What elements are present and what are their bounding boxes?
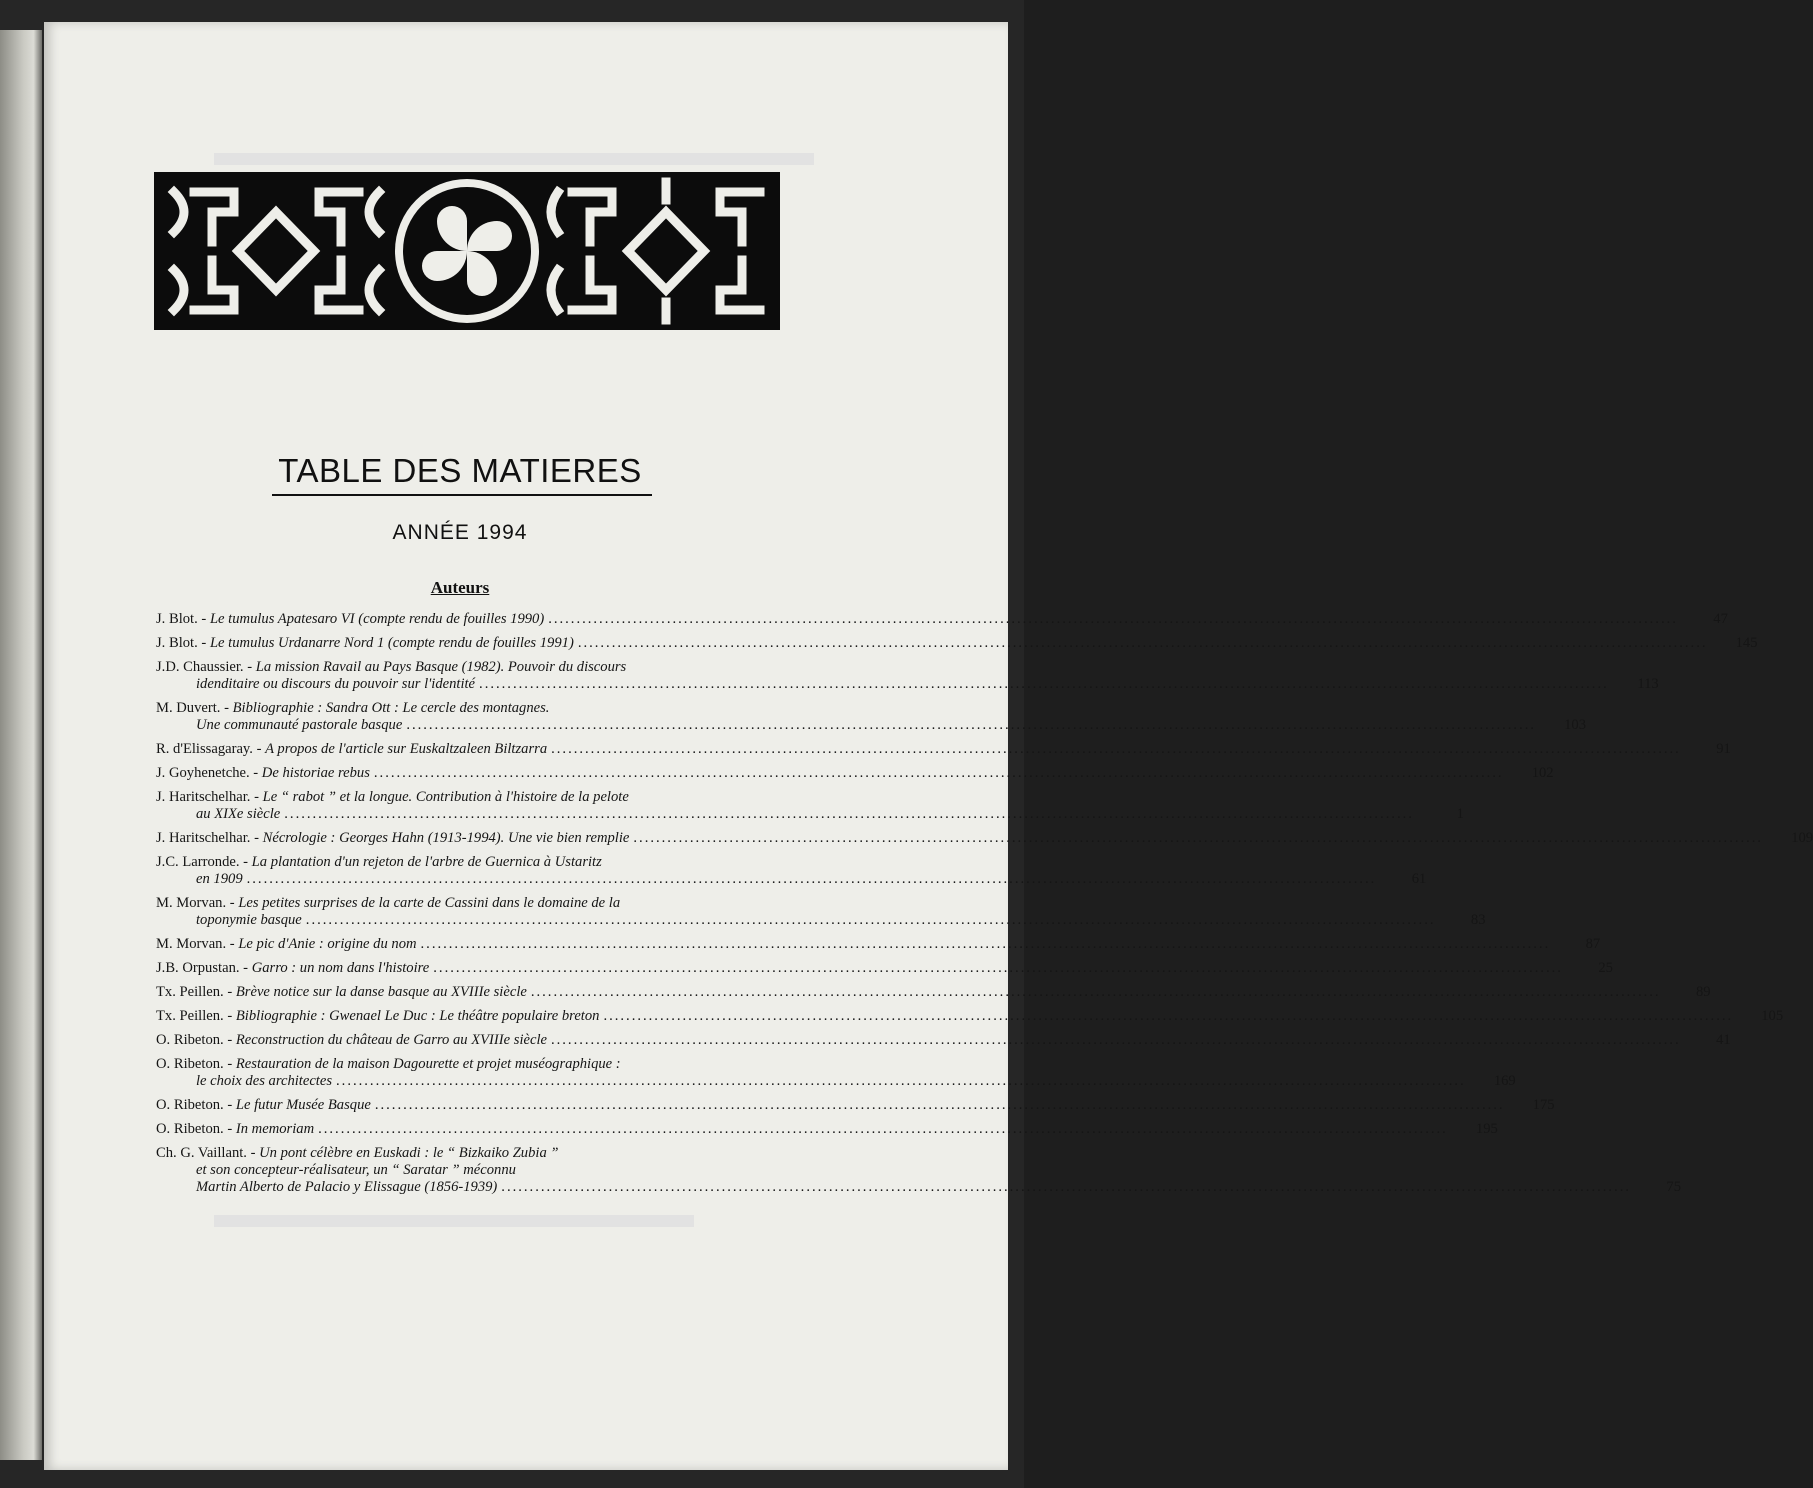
toc-title: A propos de l'article sur Euskaltzaleen Biltzarra: [265, 741, 548, 757]
toc-author: R. d'Elissagaray.: [156, 741, 253, 757]
toc-entry-text: [156, 1032, 1683, 1049]
toc-entry-text: [156, 854, 1378, 888]
toc-separator: -: [246, 1145, 260, 1161]
toc-entry: [156, 659, 1659, 693]
toc-entry-line: [156, 700, 1538, 717]
toc-entry: [156, 789, 1464, 823]
toc-entry-line: [156, 1032, 1683, 1049]
toc-page-number: 145: [1735, 635, 1758, 651]
toc-title: Restauration de la maison Dagourette et projet muséographique :: [235, 1056, 621, 1072]
toc-entry: [156, 1145, 1681, 1196]
toc-page-number: 87: [1585, 936, 1601, 952]
toc-entry-line: [156, 871, 1378, 888]
toc-entry-text: [156, 1145, 1633, 1196]
dot-leader: [479, 676, 1609, 693]
year-heading: ANNÉE 1994: [392, 521, 528, 544]
toc-page-number: 89: [1695, 984, 1711, 1000]
toc-separator: -: [226, 895, 239, 911]
toc-entry-line: [156, 936, 1552, 953]
dot-leader: [421, 936, 1551, 953]
toc-entry-line: [156, 717, 1538, 734]
toc-entry-text: [156, 635, 1710, 652]
dot-leader: [374, 765, 1504, 782]
toc-separator: -: [239, 854, 252, 870]
toc-title: In memoriam: [235, 1121, 315, 1137]
toc-entry-line: [156, 895, 1437, 912]
toc-separator: -: [250, 830, 263, 846]
toc-author: J. Blot.: [156, 635, 198, 651]
section-heading: Auteurs: [430, 578, 490, 597]
toc-page-number: 61: [1411, 871, 1427, 887]
dot-leader: [551, 741, 1681, 758]
toc-page-number: 75: [1666, 1179, 1681, 1195]
toc-entry-line: [156, 1008, 1735, 1025]
toc-entry-line: [156, 765, 1506, 782]
toc-entry-text: [156, 895, 1437, 929]
table-of-contents: [156, 604, 1813, 1196]
toc-separator: -: [197, 611, 210, 627]
dot-leader: [578, 635, 1708, 652]
toc-title: Bibliographie : Sandra Ott : Le cercle des montagnes.: [232, 700, 550, 716]
toc-entry-text: [156, 1056, 1468, 1090]
toc-entry-text: [156, 1121, 1450, 1138]
toc-entry-text: [156, 789, 1416, 823]
toc-separator: -: [223, 984, 236, 1000]
toc-separator: -: [223, 1056, 236, 1072]
toc-separator: -: [243, 659, 256, 675]
toc-entry-line: [156, 1121, 1450, 1138]
toc-entry: [156, 1008, 1784, 1025]
toc-title: toponymie basque: [196, 912, 302, 928]
toc-page-number: 175: [1532, 1097, 1555, 1113]
toc-author: J. Haritschelhar.: [156, 789, 251, 805]
toc-separator: -: [223, 1097, 236, 1113]
toc-page-number: 113: [1637, 676, 1659, 692]
toc-title: La plantation d'un rejeton de l'arbre de Guernica à Ustaritz: [251, 854, 602, 870]
toc-entry-line: [156, 806, 1416, 823]
toc-page-number: 25: [1598, 960, 1613, 976]
toc-author: O. Ribeton.: [156, 1056, 224, 1072]
toc-page-number: 91: [1716, 741, 1731, 757]
toc-entry-line: [156, 912, 1437, 929]
toc-title: Le tumulus Apatesaro VI (compte rendu de fouilles 1990): [209, 611, 545, 627]
toc-separator: -: [249, 765, 262, 781]
dot-leader: [375, 1097, 1505, 1114]
toc-entry: [156, 936, 1601, 953]
dot-leader: [406, 717, 1536, 734]
left-page-edge: [0, 30, 42, 1460]
toc-entry: [156, 741, 1731, 758]
toc-author: J.C. Larronde.: [156, 854, 240, 870]
toc-separator: -: [220, 700, 233, 716]
toc-author: J.D. Chaussier.: [156, 659, 244, 675]
toc-entry: [156, 895, 1486, 929]
toc-entry-text: [156, 611, 1680, 628]
toc-title: et son concepteur-réalisateur, un “ Saratar ” méconnu: [196, 1162, 516, 1178]
toc-author: J. Blot.: [156, 611, 198, 627]
toc-author: Tx. Peillen.: [156, 984, 224, 1000]
page-title: TABLE DES MATIERES: [278, 452, 642, 489]
toc-entry-line: [156, 659, 1611, 676]
toc-author: J. Goyhenetche.: [156, 765, 250, 781]
toc-entry: [156, 1121, 1498, 1138]
toc-author: O. Ribeton.: [156, 1121, 224, 1137]
toc-entry: [156, 765, 1554, 782]
toc-page-number: 83: [1470, 912, 1486, 928]
toc-title: Un pont célèbre en Euskadi : le “ Bizkaiko Zubia ”: [259, 1145, 559, 1161]
toc-title: Le tumulus Urdanarre Nord 1 (compte rendu de fouilles 1991): [209, 635, 574, 651]
toc-separator: -: [226, 936, 239, 952]
dot-leader: [247, 871, 1377, 888]
toc-entry-line: [156, 611, 1680, 628]
toc-entry: [156, 700, 1586, 734]
toc-author: M. Morvan.: [156, 936, 227, 952]
toc-entry: [156, 611, 1728, 628]
dot-leader: [603, 1008, 1733, 1025]
toc-page-number: 169: [1493, 1073, 1516, 1089]
toc-author: M. Duvert.: [156, 700, 221, 716]
toc-title: Le “ rabot ” et la longue. Contribution à l'histoire de la pelote: [262, 789, 629, 805]
toc-entry-text: [156, 765, 1506, 782]
toc-entry: [156, 1097, 1555, 1114]
toc-separator: -: [197, 635, 210, 651]
toc-entry-text: [156, 960, 1565, 977]
toc-entry: [156, 830, 1813, 847]
dot-leader: [548, 611, 1678, 628]
dot-leader: [531, 984, 1661, 1001]
toc-entry-line: [156, 830, 1765, 847]
toc-entry-line: [156, 635, 1710, 652]
toc-page-number: 41: [1716, 1032, 1731, 1048]
toc-author: J.B. Orpustan.: [156, 960, 240, 976]
toc-entry-text: [156, 1097, 1507, 1114]
toc-page-number: 102: [1531, 765, 1554, 781]
toc-title: le choix des architectes: [196, 1073, 333, 1089]
toc-title: Le futur Musée Basque: [235, 1097, 371, 1113]
toc-title: Le pic d'Anie : origine du nom: [238, 936, 417, 952]
dot-leader: [306, 912, 1436, 929]
toc-entry-text: [156, 700, 1538, 734]
dot-leader: [318, 1121, 1448, 1138]
toc-title: Martin Alberto de Palacio y Elissague (1856-1939): [196, 1179, 498, 1195]
toc-title: Nécrologie : Georges Hahn (1913-1994). Une vie bien remplie: [262, 830, 630, 846]
toc-entry: [156, 1032, 1731, 1049]
toc-page-number: 105: [1761, 1008, 1784, 1024]
toc-entry-line: [156, 741, 1683, 758]
toc-title: Bibliographie : Gwenael Le Duc : Le théâtre populaire breton: [235, 1008, 600, 1024]
title-underline: [272, 494, 652, 496]
toc-entry-text: [156, 659, 1611, 693]
toc-entry-text: [156, 741, 1683, 758]
toc-page-number: 47: [1713, 611, 1728, 627]
toc-author: J. Haritschelhar.: [156, 830, 251, 846]
toc-title: Brève notice sur la danse basque au XVIIIe siècle: [235, 984, 527, 1000]
toc-title: De historiae rebus: [261, 765, 370, 781]
toc-entry-line: [156, 1162, 1633, 1179]
dot-leader: [433, 960, 1563, 977]
toc-title: Une communauté pastorale basque: [196, 717, 403, 733]
toc-entry: [156, 635, 1758, 652]
toc-author: O. Ribeton.: [156, 1032, 224, 1048]
toc-entry-line: [156, 1073, 1468, 1090]
toc-author: Ch. G. Vaillant.: [156, 1145, 247, 1161]
toc-entry-text: [156, 830, 1765, 847]
toc-title: au XIXe siècle: [196, 806, 281, 822]
toc-entry: [156, 984, 1711, 1001]
toc-entry: [156, 960, 1613, 977]
dot-leader: [633, 830, 1763, 847]
toc-separator: -: [252, 741, 266, 757]
toc-entry-line: [156, 1097, 1507, 1114]
dot-leader: [501, 1179, 1631, 1196]
toc-author: M. Morvan.: [156, 895, 227, 911]
toc-separator: -: [239, 960, 252, 976]
toc-page-number: 109: [1791, 830, 1813, 846]
toc-entry-line: [156, 789, 1416, 806]
toc-title: La mission Ravail au Pays Basque (1982). Pouvoir du discours: [255, 659, 627, 675]
toc-entry-line: [156, 984, 1663, 1001]
toc-entry-line: [156, 854, 1378, 871]
dot-leader: [551, 1032, 1681, 1049]
toc-page-number: 103: [1564, 717, 1586, 733]
toc-entry-line: [156, 1145, 1633, 1162]
toc-separator: -: [250, 789, 263, 805]
toc-title: en 1909: [196, 871, 243, 887]
toc-separator: -: [223, 1032, 236, 1048]
toc-entry-text: [156, 936, 1552, 953]
toc-entry-line: [156, 960, 1565, 977]
toc-entry: [156, 854, 1427, 888]
dot-leader: [284, 806, 1414, 823]
toc-entry-line: [156, 1179, 1633, 1196]
toc-author: Tx. Peillen.: [156, 1008, 224, 1024]
toc-separator: -: [223, 1008, 236, 1024]
toc-entry: [156, 1056, 1516, 1090]
dot-leader: [336, 1073, 1466, 1090]
toc-page-number: 1: [1456, 806, 1464, 822]
toc-title: Garro : un nom dans l'histoire: [251, 960, 430, 976]
toc-page-number: 195: [1475, 1121, 1498, 1137]
toc-entry-text: [156, 984, 1663, 1001]
toc-title: idenditaire ou discours du pouvoir sur l'identité: [196, 676, 476, 692]
toc-author: O. Ribeton.: [156, 1097, 224, 1113]
toc-entry-line: [156, 1056, 1468, 1073]
toc-title: Reconstruction du château de Garro au XVIIIe siècle: [235, 1032, 547, 1048]
show-through-text: ▬▬▬▬▬▬▬▬▬▬▬▬▬▬▬ ▬▬▬▬▬▬▬▬▬▬▬▬: [214, 130, 814, 1236]
toc-separator: -: [223, 1121, 236, 1137]
toc-entry-line: [156, 676, 1611, 693]
toc-entry-text: [156, 1008, 1735, 1025]
basque-ornament-banner: [154, 172, 780, 330]
toc-title: Les petites surprises de la carte de Cassini dans le domaine de la: [238, 895, 621, 911]
